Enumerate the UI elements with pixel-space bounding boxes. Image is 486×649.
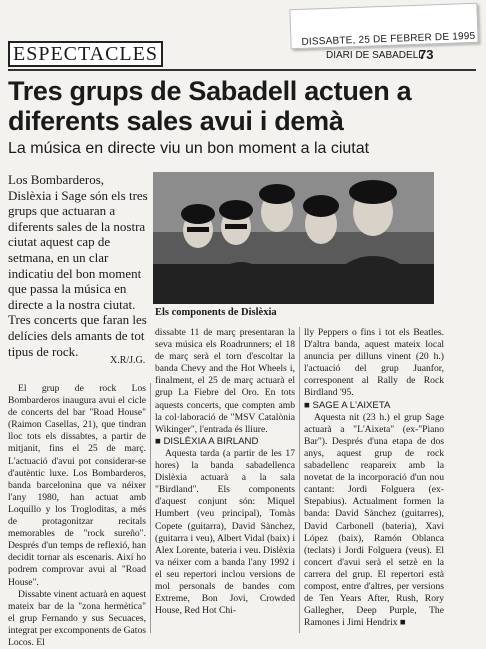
body-paragraph: El grup de rock Los Bombarderos inaugura avui el cicle de concerts del bar "Road House" (Raimon Casellas, 21), que tindran lloc tots els dissabtes, a partir de mitjanit, fins el 25 de març. L'actuació d'avui pot considerar-se d'autèntic luxe. Los Bombarderos, banda barcelonina que va néixer l'any 1980, han actuat amb Loquillo y los Trogloditas, a més de protagonitzar recitals memorables de "rock sureño". Després d'un temps de reflexió, han decidit tornar als escenaris. Així ho podrem comprovar avui al "Road House".: [8, 383, 146, 588]
author-signature: X.R/J.G.: [110, 355, 146, 366]
lead-paragraph: Los Bombarderos, Dislèxia i Sage són els tres grups que actuaran a diferents sales de la nostra ciutat aquest cap de setmana, en un clar indicatiu del bon moment que passa la música en directe a la nostra ciutat. Tres concerts que faran les delícies dels amants de tot tipus de rock.: [8, 172, 148, 359]
column-divider: [150, 383, 151, 633]
column-3: [304, 327, 444, 629]
body-paragraph: Aquesta tarda (a partir de les 17 hores) la banda sabadellenca Dislèxia actuarà a la sala "Birdland". Els components d'aquest conjunt són: Miquel Humbert (veu principal), Tomàs Copete (guitarra), David Sànchez, (guitarra i veu), Albert Vidal (baix) i Alex Lorente, bateria i veu. Dislèxia va néixer com a banda l'any 1992 i el seu repertori inclou versions de mol personals de bandes com Extreme, Bon Jovi, Crowded House, Red Hot Chi-: [155, 447, 295, 617]
headline: Tres grups de Sabadell actuen a diferents sales avui i demà: [8, 76, 412, 136]
body-paragraph: dissabte 11 de març presentaran la seva música els Roadrunners; el 18 de març serà el torn d'escoltar la banda Chevy and the Hot Wheels i, finalment, el 25 de març actuarà el grup La Fiebre del Oro. En tots aquests concerts, que compten amb la col·laboració de "MSV Catalònia Wikinger", l'entrada és lliure.: [155, 327, 295, 435]
section-title: ESPECTACLES: [8, 41, 163, 67]
column-1: [8, 383, 146, 649]
photo-caption: Els components de Dislèxia: [155, 307, 277, 318]
band-photo: [153, 172, 434, 304]
section-banner: [8, 41, 163, 67]
column-2: [155, 327, 295, 617]
date-label: [289, 3, 478, 50]
body-paragraph: Dissabte vinent actuarà en aquest mateix bar de la "zona hermètica" el grup Fernando y sus Secuaces, integrat per excomponents de Gatos Locos. El: [8, 588, 146, 648]
section-subhead: ■ SAGE A L'AIXETA: [304, 399, 391, 411]
body-paragraph: lly Peppers o fins i tot els Beatles. D'altra banda, aquest mateix local anuncia per dilluns vinent (20 h.) l'actuació del grup Juanfor, corresponent al Rally de Rock Birdland '95.: [304, 327, 444, 399]
page-number: 73: [419, 47, 434, 62]
issue-date: DISSABTE, 25 DE FEBRER DE 1995: [301, 30, 476, 48]
subheadline: La música en directe viu un bon moment a la ciutat: [8, 140, 370, 157]
newspaper-name: DIARI DE SABADELL: [326, 50, 424, 61]
header-rule: [8, 69, 476, 71]
section-subhead: ■ DISLÈXIA A BIRLAND: [155, 435, 259, 447]
body-paragraph: Aquesta nit (23 h.) el grup Sage actuarà a "L'Aixeta" (ex-"Piano Bar"). Després d'una etapa de dos anys, aquest grup de rock sabadellenc reapareix amb la novetat de la incorporació d'un nou cantant: Jordi Folguera (ex-Stepabius). Actualment formen la banda: David Sànchez (guitarres), David Carbonell (bateria), Xavi López (baix), Ramón Oblanca (teclats) i Jordi Folguera (veus). El concert d'avui serà el setzè en la carrera del grup. El repertori està compost, entre d'altres, per versions de Ten Years After, Rush, Rory Gallegher, Deep Purple, The Ramones i Jimi Hendrix ■: [304, 411, 444, 629]
column-divider: [299, 327, 300, 633]
